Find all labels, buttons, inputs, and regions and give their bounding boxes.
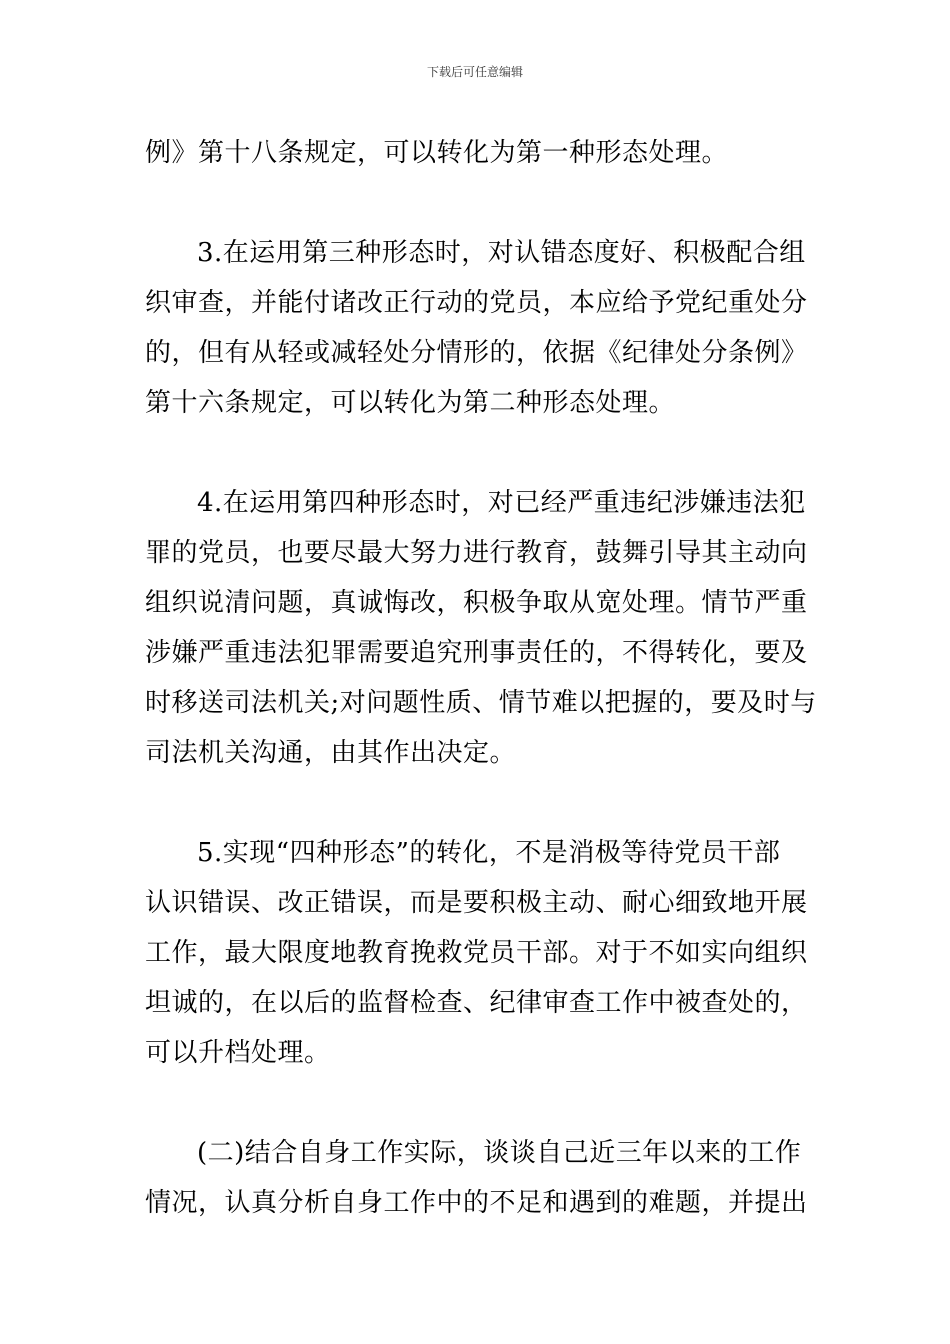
text-line: 涉嫌严重违法犯罪需要追究刑事责任的，不得转化，要及 (145, 638, 808, 668)
text-line: 情况，认真分析自身工作中的不足和遇到的难题，并提出 (145, 1188, 808, 1218)
text-line: 工作，最大限度地教育挽救党员干部。对于不如实向组织 (145, 938, 808, 968)
paragraph-first-line: 4.在运用第四种形态时，对已经严重违纪涉嫌违法犯 (197, 488, 806, 518)
text-line: 第十六条规定，可以转化为第二种形态处理。 (145, 388, 676, 418)
text-line: 时移送司法机关;对问题性质、情节难以把握的，要及时与 (145, 688, 817, 718)
paragraph-first-line: 3.在运用第三种形态时，对认错态度好、积极配合组 (197, 238, 806, 268)
text-line: 的，但有从轻或减轻处分情形的，依据《纪律处分条例》 (145, 338, 808, 368)
text-line: 可以升档处理。 (145, 1038, 331, 1068)
text-line: 司法机关沟通，由其作出决定。 (145, 738, 517, 768)
header-note: 下载后可任意编辑 (426, 65, 523, 79)
document-body (145, 128, 817, 1228)
paragraph-first-line: 5.实现“四种形态”的转化，不是消极等待党员干部 (197, 838, 781, 868)
text-line: 坦诚的，在以后的监督检查、纪律审查工作中被查处的， (145, 988, 808, 1018)
text-line: 认识错误、改正错误，而是要积极主动、耐心细致地开展 (145, 888, 808, 918)
paragraph-first-line: (二)结合自身工作实际，谈谈自己近三年以来的工作 (197, 1138, 802, 1168)
paragraph-gap (145, 778, 810, 828)
paragraph-gap (145, 428, 810, 478)
paragraph-gap (145, 178, 810, 228)
text-line: 罪的党员，也要尽最大努力进行教育，鼓舞引导其主动向 (145, 538, 808, 568)
text-line: 织审查，并能付诸改正行动的党员，本应给予党纪重处分 (145, 288, 808, 318)
paragraph-gap (145, 1078, 810, 1128)
text-line: 例》第十八条规定，可以转化为第一种形态处理。 (145, 138, 729, 168)
text-line: 组织说清问题，真诚悔改，积极争取从宽处理。情节严重 (145, 588, 808, 618)
